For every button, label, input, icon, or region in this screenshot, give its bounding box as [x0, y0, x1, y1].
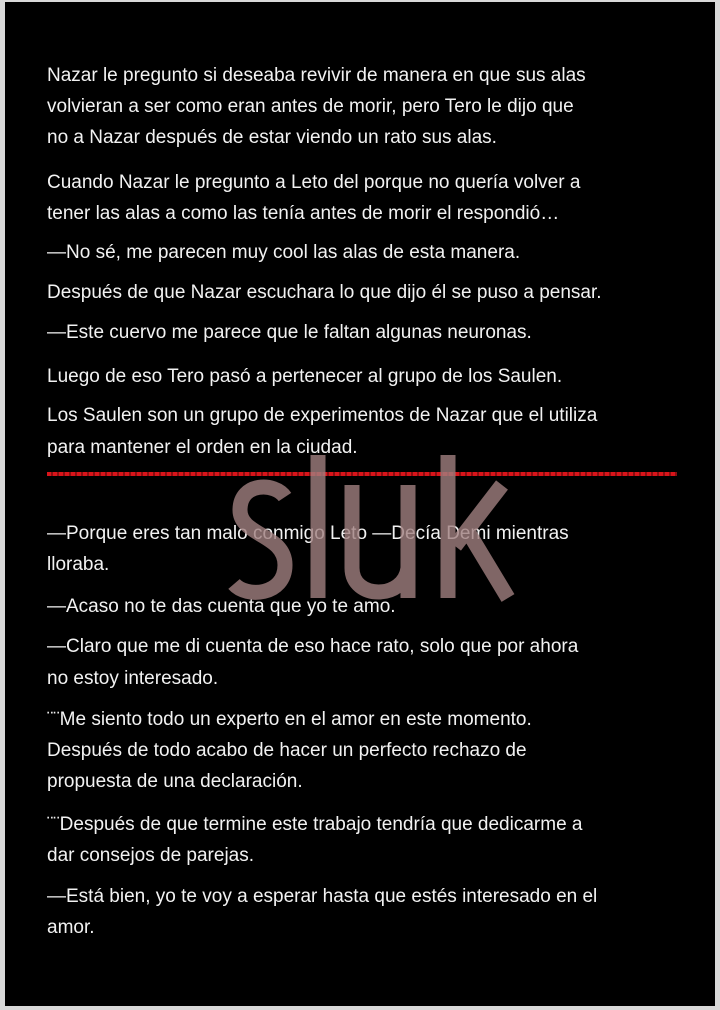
text-line: no a Nazar después de estar viendo un rato sus alas. [47, 127, 497, 148]
text-line: Nazar le pregunto si deseaba revivir de manera en que sus alas [47, 65, 586, 86]
text-line: —Este cuervo me parece que le faltan algunas neuronas. [47, 322, 532, 343]
text-line: lloraba. [47, 554, 110, 575]
text-line: —Porque eres tan malo conmigo Leto —Decía Demi mientras [47, 523, 569, 544]
text-line: Los Saulen son un grupo de experimentos de Nazar que el utiliza [47, 405, 598, 426]
text-line: Después de que Nazar escuchara lo que dijo él se puso a pensar. [47, 282, 602, 303]
red-dashed-separator [47, 472, 677, 476]
text-line: Cuando Nazar le pregunto a Leto del porque no quería volver a [47, 172, 581, 193]
text-line: propuesta de una declaración. [47, 771, 303, 792]
text-line: —Claro que me di cuenta de eso hace rato, solo que por ahora [47, 636, 579, 657]
text-line: amor. [47, 917, 95, 938]
text-line: ¨¨Después de que termine este trabajo tendría que dedicarme a [47, 814, 583, 835]
text-line: ¨¨Me siento todo un experto en el amor en este momento. [47, 709, 532, 730]
document-page [5, 2, 715, 1006]
text-line: —No sé, me parecen muy cool las alas de esta manera. [47, 242, 521, 263]
text-line: —Acaso no te das cuenta que yo te amo. [47, 596, 396, 617]
text-line: volvieran a ser como eran antes de morir, pero Tero le dijo que [47, 96, 574, 117]
text-line: no estoy interesado. [47, 668, 219, 689]
text-line: dar consejos de parejas. [47, 845, 255, 866]
text-line: Después de todo acabo de hacer un perfecto rechazo de [47, 740, 527, 761]
text-line: tener las alas a como las tenía antes de morir el respondió… [47, 203, 560, 224]
text-line: Luego de eso Tero pasó a pertenecer al grupo de los Saulen. [47, 366, 563, 387]
text-line: —Está bien, yo te voy a esperar hasta que estés interesado en el [47, 886, 598, 907]
text-line: para mantener el orden en la ciudad. [47, 437, 358, 458]
